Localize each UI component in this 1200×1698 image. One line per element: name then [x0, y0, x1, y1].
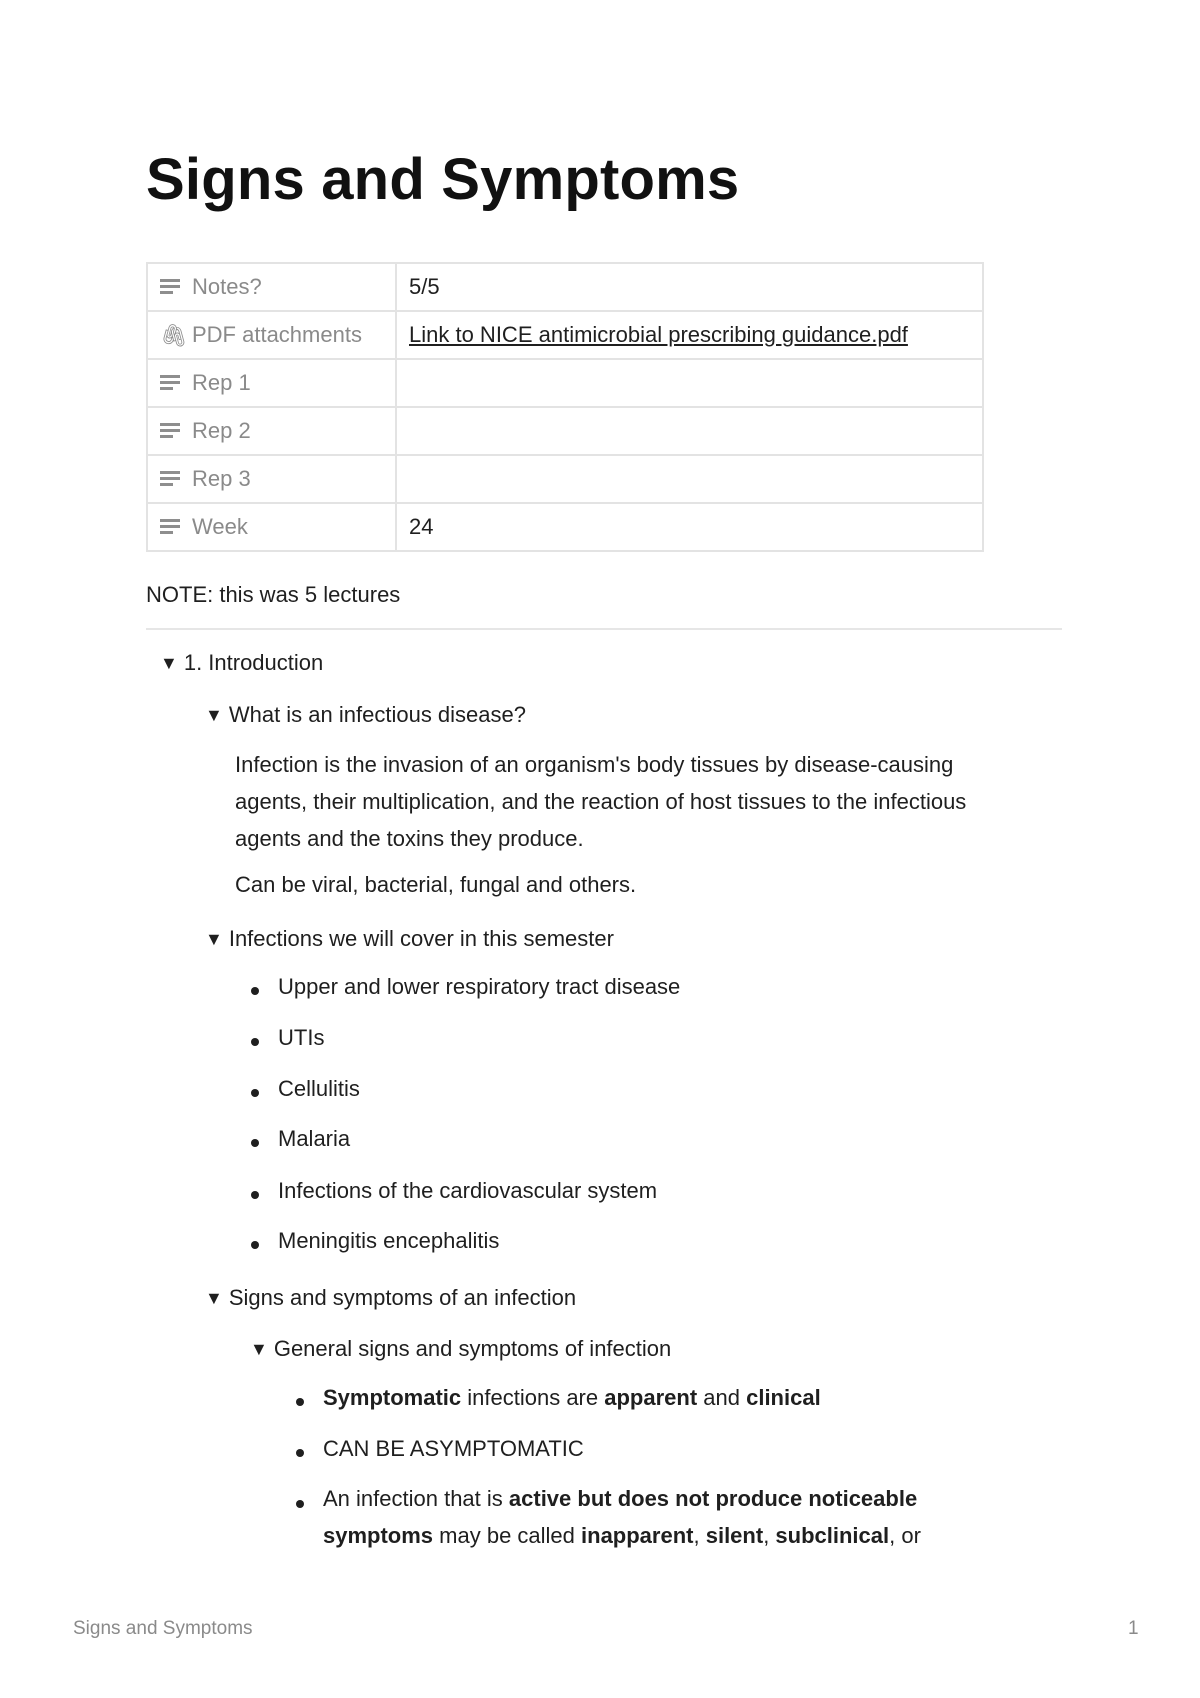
toggle-triangle-icon[interactable]: ▼: [160, 653, 178, 673]
list-item: Cellulitis: [278, 1076, 360, 1101]
note-text: NOTE: this was 5 lectures: [146, 582, 401, 607]
property-row: [147, 263, 983, 311]
list-item: Meningitis encephalitis: [278, 1228, 500, 1253]
toggle-triangle-icon[interactable]: ▼: [205, 929, 223, 949]
bullet-icon: [251, 1139, 259, 1147]
list-item: Infections of the cardiovascular system: [278, 1178, 658, 1203]
list-item: Symptomatic infections are apparent and clinical: [323, 1385, 821, 1410]
list-item: Malaria: [278, 1126, 351, 1151]
bullet-icon: [251, 1191, 259, 1199]
toggle-what-is-infectious-disease[interactable]: ▼ What is an infectious disease?: [205, 702, 526, 727]
bullet-icon: [251, 1038, 259, 1046]
list-icon: [160, 423, 180, 439]
divider: [146, 628, 1062, 630]
property-row: [147, 311, 983, 359]
bullet-icon: [251, 1241, 259, 1249]
page-title: Signs and Symptoms: [146, 147, 740, 212]
toggle-signs-and-symptoms[interactable]: ▼ Signs and symptoms of an infection: [205, 1285, 577, 1310]
property-value[interactable]: [396, 455, 983, 503]
list-icon: [160, 279, 180, 295]
property-key: 🖇 PDF attachments: [147, 311, 396, 359]
property-key: Week: [147, 503, 396, 551]
list-item: CAN BE ASYMPTOMATIC: [323, 1436, 584, 1461]
toggle-triangle-icon[interactable]: ▼: [205, 705, 223, 725]
list-icon: [160, 375, 180, 391]
definition-paragraph: Infection is the invasion of an organism's body tissues by disease-causing agents, their multiplication, and the reaction of host tissues to the infectious agents and the toxins they produce.: [235, 752, 967, 851]
bullet-icon: [251, 1089, 259, 1097]
property-value[interactable]: [396, 359, 983, 407]
toggle-general-signs[interactable]: ▼ General signs and symptoms of infection: [250, 1336, 672, 1361]
footer-title: Signs and Symptoms: [73, 1618, 253, 1639]
property-row: [147, 503, 983, 551]
bullet-icon: [296, 1398, 304, 1406]
toggle-triangle-icon[interactable]: ▼: [205, 1288, 223, 1308]
property-value[interactable]: 5/5: [396, 263, 983, 311]
bullet-icon: [296, 1449, 304, 1457]
list-item: An infection that is active but does not produce noticeable symptoms may be called inapparent, silent, subclinical, or: [323, 1486, 921, 1548]
bullet-icon: [296, 1500, 304, 1508]
property-value[interactable]: 24: [396, 503, 983, 551]
property-value[interactable]: [396, 407, 983, 455]
list-item: UTIs: [278, 1025, 325, 1050]
toggle-infections-covered[interactable]: ▼ Infections we will cover in this semester: [205, 926, 614, 951]
toggle-introduction[interactable]: ▼ 1. Introduction: [160, 650, 324, 675]
property-key: Notes?: [147, 263, 396, 311]
list-icon: [160, 471, 180, 487]
property-row: [147, 407, 983, 455]
bullet-icon: [251, 987, 259, 995]
property-key: Rep 1: [147, 359, 396, 407]
list-item: Upper and lower respiratory tract disease: [278, 974, 681, 999]
property-value[interactable]: [396, 311, 983, 359]
property-key: Rep 2: [147, 407, 396, 455]
properties-table: [146, 262, 984, 552]
property-row: [147, 359, 983, 407]
property-row: [147, 455, 983, 503]
paperclip-icon: 🖇: [160, 323, 188, 348]
page-number: 1: [1128, 1618, 1139, 1639]
list-icon: [160, 519, 180, 535]
property-key: Rep 3: [147, 455, 396, 503]
infection-types-text: Can be viral, bacterial, fungal and others.: [235, 872, 637, 897]
toggle-triangle-icon[interactable]: ▼: [250, 1339, 268, 1359]
pdf-attachment-link[interactable]: Link to NICE antimicrobial prescribing guidance.pdf: [409, 322, 908, 347]
